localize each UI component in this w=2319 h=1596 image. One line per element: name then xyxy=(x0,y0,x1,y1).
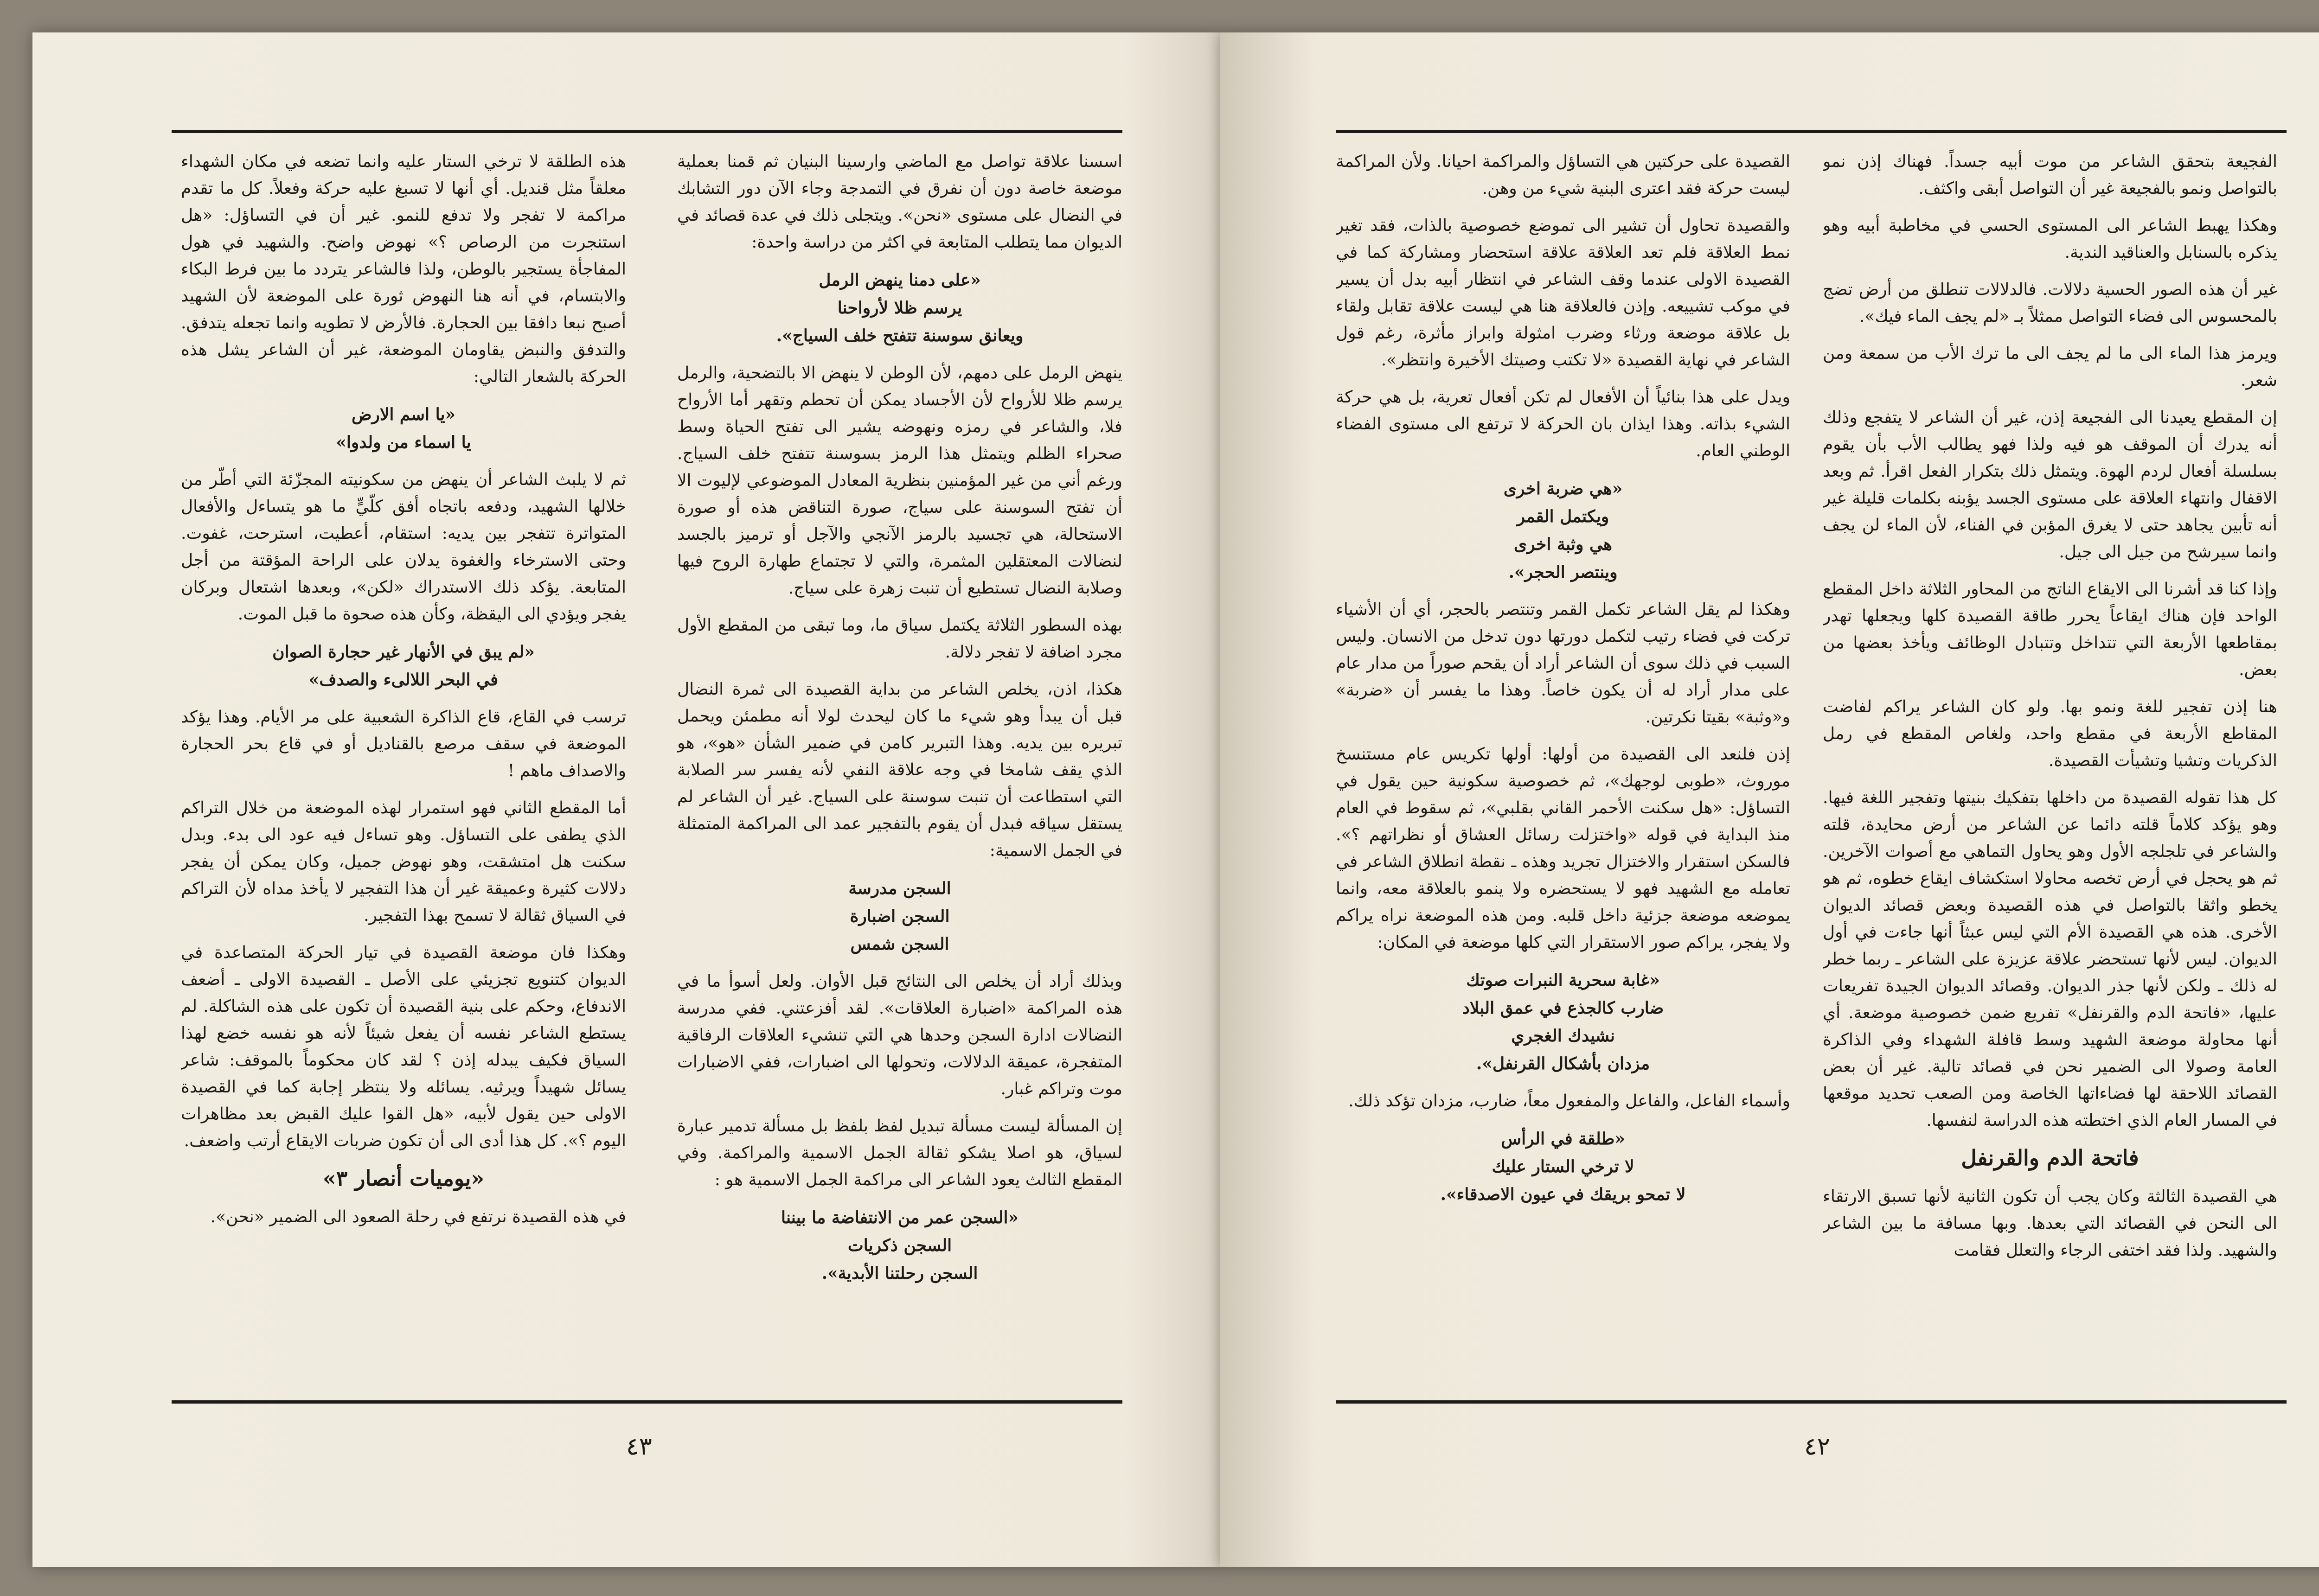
paragraph: غير أن هذه الصور الحسية دلالات. فالدلالات تنطلق من أرض تضج بالمحسوس الى فضاء التواصل ممثلاً بـ «لم يجف الماء فيك». xyxy=(1823,280,2277,326)
paragraph: إن المسألة ليست مسألة تبديل لفظ بلفظ بل مسألة تدمير عبارة لسياق، هو اصلا يشكو ثقالة الجمل الاسمية والمراكمة. وفي المقطع الثالث يعود الشاعر الى مراكمة الجمل الاسمية هو : xyxy=(677,1117,1122,1189)
top-rule xyxy=(172,130,1122,133)
paragraph: هي القصيدة الثالثة وكان يجب أن تكون الثانية لأنها تسبق الارتقاء الى النحن في القصائد التي بعدها. وبها مسافة ما بين الشاعر والشهيد. ولذا فقد اختفى الرجاء والتعلل فقامت xyxy=(1823,1187,2277,1260)
verse-line: «يا اسم الارض xyxy=(351,405,456,424)
left-page-column-right xyxy=(677,148,1122,1396)
paragraph: هذه الطلقة لا ترخي الستار عليه وانما تضعه في مكان الشهداء معلقاً مثل قنديل. أي أنها لا تسبغ عليه حركة وفعلاً. كل ما تقدم مراكمة لا تفجر ولا تدفع للنمو. غير أن في التساؤل: «هل استنجرت من الرصاص ؟» نهوض واضح. والشهيد في هول المفاجأة يستجير بالوطن، ولذا فالشاعر يتردد ما بين فرط البكاء والابتسام، في أنه هنا النهوض ثورة على الموضعة لأن الشهيد أصبح نبعا دافقا بين الحجارة. فالأرض لا تطويه وانما تجعله يتدفق. والتدفق والنبض يقاومان الموضعة، غير أن الشاعر يشل هذه الحركة بالشعار التالي: xyxy=(181,152,626,386)
verse-line: «هي ضربة اخرى xyxy=(1503,479,1623,498)
paragraph: أما المقطع الثاني فهو استمرار لهذه الموضعة من خلال التراكم الذي يطفى على التساؤل. وهو تساءل فيه عود الى بدء. وبدل سكنت هل امتشقت، وهو نهوض جميل، وكان يمكن أن يفجر دلالات كثيرة وعميقة غير أن هذا التفجير لا يأخذ مداه لأن التراكم في السياق ثقالة لا تسمح بهذا التفجير. xyxy=(181,798,626,925)
paragraph: وهكذا فان موضعة القصيدة في تيار الحركة المتصاعدة في الديوان كتنويع تجزيئي على الأصل ـ القصيدة الاولى ـ أضعف الاندفاع، وحكم على بنية القصيدة أن تكون على هذه الشاكلة. لم يستطع الشاعر نفسه أن يفعل شيئاً لأنه هو نفسه خضع لهذا السياق فكيف يبدله إذن ؟ لقد كان محكوماً بالموقف: شاعر يسائل شهيداً ويرثيه. يسائله ولا ينتظر إجابة كما في القصيدة الاولى حين يقول لأبيه، «هل القوا عليك القبض بعد مظاهرات اليوم ؟». كل هذا أدى الى أن تكون ضربات الايقاع أرتب واضعف. xyxy=(181,943,626,1150)
paragraph: وأسماء الفاعل، والفاعل والمفعول معاً، ضارب، مزدان تؤكد ذلك. xyxy=(1348,1092,1790,1111)
verse-line: هي وثبة اخرى xyxy=(1514,535,1612,554)
page-number: ٤٢ xyxy=(1804,1433,1830,1461)
bottom-rule xyxy=(172,1400,1122,1404)
paragraph: بهذه السطور الثلاثة يكتمل سياق ما، وما تبقى من المقطع الأول مجرد اضافة لا تفجر دلالة. xyxy=(677,616,1122,662)
verse-line: مزدان بأشكال القرنفل». xyxy=(1476,1054,1650,1073)
verse-line: السجن اضبارة xyxy=(850,907,950,926)
paragraph: هنا إذن تفجير للغة ونمو بها. ولو كان الشاعر يراكم لفاضت المقاطع الأربعة في مقطع واحد، ولغاص المقطع في رمل الذكريات وتشيا وتشيأت القصيدة. xyxy=(1823,697,2277,770)
verse-quote xyxy=(1336,966,1790,1078)
verse-quote xyxy=(1336,1125,1790,1208)
verse-line: السجن مدرسة xyxy=(848,879,951,898)
verse-line: ضارب كالجذع في عمق البلاد xyxy=(1462,998,1664,1018)
verse-quote xyxy=(677,1204,1122,1287)
verse-line: السجن رحلتنا الأبدية». xyxy=(821,1264,978,1283)
verse-line: نشيدك الغجري xyxy=(1511,1026,1615,1046)
verse-line: وينتصر الحجر». xyxy=(1508,562,1618,582)
paragraph: هكذا، اذن، يخلص الشاعر من بداية القصيدة الى ثمرة النضال قبل أن يبدأ وهو شيء ما كان ليحدث لولا أنه مطمئن ويحمل تبريره بين يديه. وهذا التبرير كامن في ضمير الشأن «هو»، هو الذي يقف شامخا في وجه علاقة النفي لأنه يفسر سر الصلابة التي استطاعت أن تنبت سوسنة على السياج. غير أن الشاعر لم يستقل سياقه فبدل أن يقوم بالتفجير عمد الى المراكمة المتمثلة في الجمل الاسمية: xyxy=(677,680,1122,860)
verse-line: ويكتمل القمر xyxy=(1517,507,1609,526)
verse-line: «لم يبق في الأنهار غير حجارة الصوان xyxy=(272,642,535,662)
verse-line: لا تمحو بريقك في عيون الاصدقاء». xyxy=(1440,1185,1686,1204)
paragraph: إذن فلنعد الى القصيدة من أولها: أولها تكريس عام مستنسخ موروث، «طوبى لوجهك»، ثم خصوصية سكونية حين يقول في التساؤل: «هل سكنت الأحمر القاني بقلبي»، ثم سقوط في العام منذ البداية في قوله «واختزلت رسائل العشاق أو نظراتهم ؟». فالسكن استقرار والاختزال تجريد وهذه ـ نقطة انطلاق الشاعر في تعامله مع الشهيد فهو لا يستحضره ولا ينمو بالعلاقة معه، وانما يموضعه موضعة جزئية داخل قلبه. ومن هذه الموضعة نراه يراكم ولا يفجر، يراكم صور الاستقرار التي كلها موضعة في المكان: xyxy=(1336,745,1790,952)
verse-line: لا ترخي الستار عليك xyxy=(1492,1157,1634,1176)
left-page xyxy=(32,32,1220,1567)
verse-quote xyxy=(181,401,626,456)
paragraph: كل هذا تقوله القصيدة من داخلها بتفكيك بنيتها وتفجير اللغة فيها. وهو يؤكد كلاماً قلته دائما عن الشاعر من أرض محايدة، قلته والشاعر في تلجلجه الأول وهو يحاول التماهي مع أصوات الآخرين. ثم هو يحجل في أرض تخصه محاولا استكشاف ايقاع خطوه، ثم هو يخطو واثقا بالتواصل في هذه القصيدة وبعض قصائد الديوان الأخرى. هذه هي القصيدة الأم التي ليس عبثاً أنها جاءت في أول الديوان. ليس لأنها تستحضر علاقة عزيزة على الشاعر ـ ربما خطر له ذلك ـ ولكن لأنها جذر الديوان. وقصائد الديوان الجيدة تفريعات عليها، «فاتحة الدم والقرنفل» تفريع ضمن خصوصية موضعة. أي أنها محاولة موضعة الشهيد وسط قافلة الشهداء وفي الذاكرة العامة وصولا الى الضمير نحن في قصائد تالية. غير أن بعض القصائد اللاحقة لها فضاءاتها الخاصة ومن الصعب تحديد موقعها في المسار العام الذي اختطته هذه الدراسة لنفسها. xyxy=(1823,788,2277,1130)
verse-line: ويعانق سوسنة تتفتح خلف السياج». xyxy=(776,326,1024,345)
paragraph: اسسنا علاقة تواصل مع الماضي وارسينا البنيان ثم قمنا بعملية موضعة خاصة دون أن نفرق في التمدجة وجاء الآن دور التشابك في النضال على مستوى «نحن». ويتجلى ذلك في عدة قصائد في الديوان مما يتطلب المتابعة في اكثر من دراسة واحدة: xyxy=(677,152,1122,252)
paragraph: في هذه القصيدة نرتفع في رحلة الصعود الى الضمير «نحن». xyxy=(210,1207,626,1226)
paragraph: وهكذا يهبط الشاعر الى المستوى الحسي في مخاطبة أبيه وهو يذكره بالسنابل والعناقيد الندية. xyxy=(1823,216,2277,262)
verse-quote xyxy=(1336,475,1790,586)
verse-line: السجن شمس xyxy=(850,934,949,954)
verse-line: السجن ذكريات xyxy=(847,1236,952,1255)
verse-line: «على دمنا ينهض الرمل xyxy=(819,270,981,290)
paragraph: إن المقطع يعيدنا الى الفجيعة إذن، غير أن الشاعر لا يتفجع وذلك أنه يدرك أن الموقف هو فيه ولذا فهو يطالب الأب بأن يقوم بسلسلة أفعال لردم الهوة. ويتمثل ذلك بتكرار الفعل اقرأ. ثم وبعد الاقفال وانتهاء العلاقة على مستوى الجسد يؤبنه بكلمات قليلة غير أنه تأبين يجاهد حتى لا يغرق المؤبن في الفناء، لأن الماء لن يجف وانما سيرشح من جيل الى جيل. xyxy=(1823,408,2277,562)
paragraph: الفجيعة بتحقق الشاعر من موت أبيه جسداً. فهناك إذن نمو بالتواصل ونمو بالفجيعة غير أن التواصل أبقى واكثف. xyxy=(1823,152,2277,198)
paragraph: والقصيدة تحاول أن تشير الى تموضع خصوصية بالذات، فقد تغير نمط العلاقة فلم تعد العلاقة علاقة استحضار ومشاركة كما في القصيدة الاولى عندما وقف الشاعر في انتظار أبيه بدل أن يسير في موكب تشييعه. وإذن فالعلاقة هنا هي ليست علاقة تقابل ولقاء بل علاقة موضعة ورثاء وضرب امثولة وابراز مأثرة، رغم قول الشاعر في نهاية القصيدة «لا تكتب وصيتك الأخيرة وانتظر». xyxy=(1336,216,1790,370)
verse-quote xyxy=(677,875,1122,958)
section-heading: فاتحة الدم والقرنفل xyxy=(1961,1145,2139,1170)
paragraph: ويدل على هذا بنائياً أن الأفعال لم تكن أفعال تعرية، بل هي حركة الشيء بذاته. وهذا ايذان بان الحركة لا ترتفع الى مستوى الفضاء الوطني العام. xyxy=(1336,388,1790,460)
verse-line: في البحر اللالىء والصدف» xyxy=(308,670,499,689)
top-rule xyxy=(1336,130,2287,133)
paragraph: القصيدة على حركتين هي التساؤل والمراكمة احيانا. ولأن المراكمة ليست حركة فقد اعترى البنية شيء من وهن. xyxy=(1336,152,1790,198)
left-page-column-left xyxy=(181,148,626,1396)
paragraph: ترسب في القاع، قاع الذاكرة الشعبية على مر الأيام. وهذا يؤكد الموضعة في سقف مرصع بالقناديل أو في قاع بحر الحجارة والاصداف ماهم ! xyxy=(181,708,626,780)
section-heading: «يوميات أنصار ٣» xyxy=(322,1166,485,1191)
verse-line: «طلقة في الرأس xyxy=(1501,1129,1625,1149)
right-page-column-left xyxy=(1336,148,1790,1396)
right-page-column-right xyxy=(1823,148,2277,1396)
paragraph: وهكذا لم يقل الشاعر تكمل القمر وتنتصر بالحجر، أي أن الأشياء تركت في فضاء رتيب لتكمل دورتها دون تدخل من الانسان. وليس السبب في ذلك سوى أن الشاعر أراد أن يقحم صوراً من مدار عام على مدار أراد له أن يكون خاصاً. وهذا ما يفسر أن «ضربة» و«وثبة» بقيتا نكرتين. xyxy=(1336,600,1790,727)
verse-line: «السجن عمر من الانتفاضة ما بيننا xyxy=(781,1208,1019,1227)
verse-line: يرسم ظلا لأرواحنا xyxy=(837,298,962,318)
right-page xyxy=(1220,32,2319,1567)
paragraph: وبذلك أراد أن يخلص الى النتائج قبل الأوان. ولعل أسوأ ما في هذه المراكمة «اضبارة العلاقات». لقد أفزعتني. ففي مدرسة النضالات ادارة السجن وحدها هي التي تنشيء العلاقات الرفاقية المتفجرة، عميقة الدلالات، وتحولها الى اضبارات، ففي الاضبارات موت وتراكم غبار. xyxy=(677,972,1122,1098)
bottom-rule xyxy=(1336,1400,2287,1404)
verse-line: يا اسماء من ولدوا» xyxy=(336,433,471,452)
paragraph: ثم لا يلبث الشاعر أن ينهض من سكونيته المجزّئة التي أطّر من خلالها الشهيد، ودفعه باتجاه أفق كلّيٍّ ما هو يتساءل والأفعال المتواترة تتفجر بين يديه: استقام، أعطيت، استرحت، غفوت. وحتى الاسترخاء والغفوة يدلان على الراحة المؤقتة من أجل المتابعة. يؤكد ذلك الاستدراك «لكن»، وبعدها اشتعال وبركان يفجر ويؤدي الى اليقظة، وكأن هذه صحوة ما قبل الموت. xyxy=(181,470,626,624)
paragraph: ينهض الرمل على دمهم، لأن الوطن لا ينهض الا بالتضحية، والرمل يرسم ظلا للأرواح لأن الأجساد يمكن أن تحطم وتقهر أما الأرواح فلا، والشاعر في رمزه ونهوضه يشير الى تفتح الحياة وسط صحراء الظلم ويتمثل هذا الرمز بسوسنة تتفتح خلف السياج. ورغم أني من غير المؤمنين بنظرية المعادل الموضوعي لإليوت الا أن تفتح السوسنة على سياج، صورة التناقض هذه أو صورة الاستحالة، هي تجسيد بالرمز الآنجي والآجل أو ترميز بالجسد لنضالات المعتقلين المثمرة، والتي لا تجتماع طهارة الروح فيها وصلابة النضال تستطيع أن تنبت زهرة على سياج. xyxy=(677,364,1122,598)
verse-quote xyxy=(677,266,1122,350)
paragraph: وإذا كنا قد أشرنا الى الايقاع الناتج من المحاور الثلاثة داخل المقطع الواحد فإن هناك ايقاعاً يحرر طاقة القصيدة كلها ويجعلها تهدر بمقاطعها الأربعة التي تتداخل وتتبادل الوظائف ويأخذ بعضها من بعض. xyxy=(1823,580,2277,679)
page-number: ٤٣ xyxy=(626,1433,652,1461)
verse-quote xyxy=(181,638,626,694)
verse-line: «غابة سحرية النبرات صوتك xyxy=(1466,970,1660,990)
paragraph: ويرمز هذا الماء الى ما لم يجف الى ما ترك الأب من سمعة ومن شعر. xyxy=(1823,344,2277,390)
